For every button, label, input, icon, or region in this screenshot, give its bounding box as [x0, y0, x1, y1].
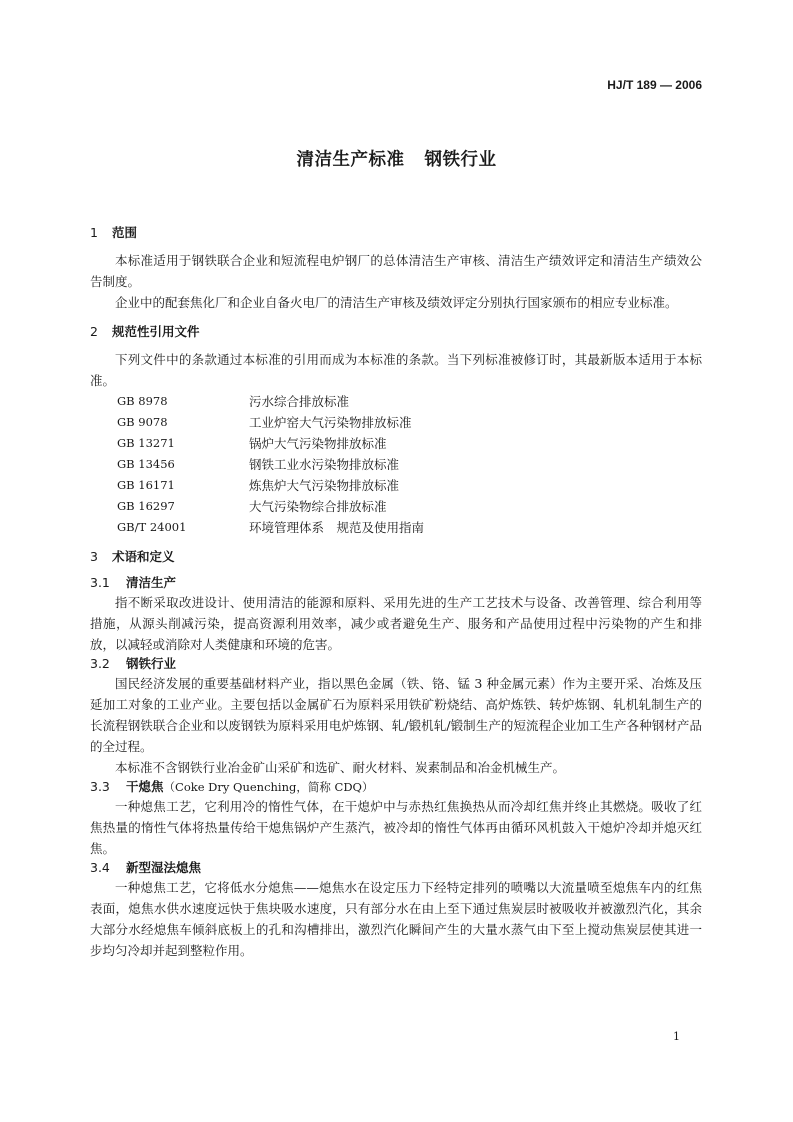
reference-code: GB 13456: [117, 457, 175, 471]
term-number: 3.1: [90, 575, 110, 590]
reference-name: 钢铁工业水污染物排放标准: [249, 457, 400, 472]
term-title: 干熄焦: [126, 779, 164, 794]
reference-name: 环境管理体系 规范及使用指南: [249, 520, 425, 535]
reference-code: GB 8978: [117, 394, 168, 408]
reference-name: 污水综合排放标准: [249, 394, 350, 409]
reference-code: GB 16297: [117, 499, 175, 513]
document-title: [0, 146, 793, 171]
paragraph: 本标准适用于钢铁联合企业和短流程电炉钢厂的总体清洁生产审核、清洁生产绩效评定和清洁生产绩效公告制度。: [90, 253, 702, 289]
term-heading-cdq: [90, 778, 702, 796]
paragraph: 国民经济发展的重要基础材料产业，指以黑色金属（铁、铬、锰 3 种金属元素）作为主要开采、冶炼及压延加工对象的工业产业。主要包括以金属矿石为原料采用铁矿粉烧结、高炉炼铁、转炉炼钢、轧机轧制生产的长流程钢铁联合企业和以废钢铁为原料采用电炉炼钢、轧/锻机轧/锻制生产的短流程企业加工生产各种钢材产品的全过程。: [90, 676, 702, 754]
term-title: 清洁生产: [126, 575, 177, 590]
standard-code: HJ/T 189 — 2006: [607, 78, 702, 92]
section-heading-normative-references: [90, 323, 702, 341]
paragraph: 指不断采取改进设计、使用清洁的能源和原料、采用先进的生产工艺技术与设备、改善管理、综合利用等措施，从源头削减污染，提高资源利用效率，减少或者避免生产、服务和产品使用过程中污染物的产生和排放，以减轻或消除对人类健康和环境的危害。: [90, 595, 702, 652]
title-part-2: 钢铁行业: [424, 150, 497, 170]
reference-item: [90, 391, 702, 412]
section-title: 术语和定义: [112, 549, 175, 564]
reference-code: GB 16171: [117, 478, 175, 492]
reference-code: GB 13271: [117, 436, 175, 450]
section-heading-terms-definitions: [90, 548, 702, 566]
reference-item: [90, 517, 702, 538]
paragraph: 一种熄焦工艺，它将低水分熄焦——熄焦水在设定压力下经特定排列的喷嘴以大流量喷至熄焦车内的红焦表面，熄焦水供水速度远快于焦块吸水速度，只有部分水在由上至下通过焦炭层时被吸收并被激烈汽化，其余大部分水经熄焦车倾斜底板上的孔和沟槽排出，激烈汽化瞬间产生的大量水蒸气由下至上搅动焦炭层使其进一步均匀冷却并起到整粒作用。: [90, 880, 702, 958]
paragraph: 企业中的配套焦化厂和企业自备火电厂的清洁生产审核及绩效评定分别执行国家颁布的相应专业标准。: [115, 295, 678, 310]
paragraph: 一种熄焦工艺，它利用冷的惰性气体，在干熄炉中与赤热红焦换热从而冷却红焦并终止其燃烧。吸收了红焦热量的惰性气体将热量传给干熄焦锅炉产生蒸汽，被冷却的惰性气体再由循环风机鼓入干熄炉冷却并熄灭红焦。: [90, 799, 702, 856]
title-part-1: 清洁生产标准: [296, 150, 405, 170]
page-number: 1: [673, 1030, 680, 1043]
term-english-name: （Coke Dry Quenching，简称 CDQ）: [163, 780, 374, 794]
reference-name: 工业炉窑大气污染物排放标准: [249, 415, 412, 430]
reference-list: [90, 391, 702, 538]
section-title: 范围: [112, 225, 138, 240]
reference-item: [90, 496, 702, 517]
reference-name: 大气污染物综合排放标准: [249, 499, 387, 514]
term-heading-steel-industry: [90, 655, 702, 673]
section-number: 3: [90, 549, 98, 564]
paragraph: 本标准不含钢铁行业冶金矿山采矿和选矿、耐火材料、炭素制品和冶金机械生产。: [115, 760, 566, 775]
term-heading-cleaner-production: [90, 574, 702, 592]
section-number: 2: [90, 324, 98, 339]
section-title: 规范性引用文件: [112, 324, 200, 339]
paragraph: 下列文件中的条款通过本标准的引用而成为本标准的条款。当下列标准被修订时，其最新版本适用于本标准。: [90, 352, 702, 388]
reference-name: 锅炉大气污染物排放标准: [249, 436, 387, 451]
term-title: 钢铁行业: [126, 656, 177, 671]
term-number: 3.4: [90, 860, 110, 875]
reference-item: [90, 454, 702, 475]
term-heading-wet-quenching: [90, 859, 702, 877]
document-body: [90, 224, 702, 961]
reference-item: [90, 475, 702, 496]
reference-name: 炼焦炉大气污染物排放标准: [249, 478, 400, 493]
term-number: 3.2: [90, 656, 110, 671]
reference-item: [90, 412, 702, 433]
reference-code: GB 9078: [117, 415, 168, 429]
term-number: 3.3: [90, 779, 110, 794]
reference-item: [90, 433, 702, 454]
section-heading-scope: [90, 224, 702, 242]
reference-code: GB/T 24001: [117, 520, 187, 534]
term-title: 新型湿法熄焦: [126, 860, 202, 875]
section-number: 1: [90, 225, 98, 240]
